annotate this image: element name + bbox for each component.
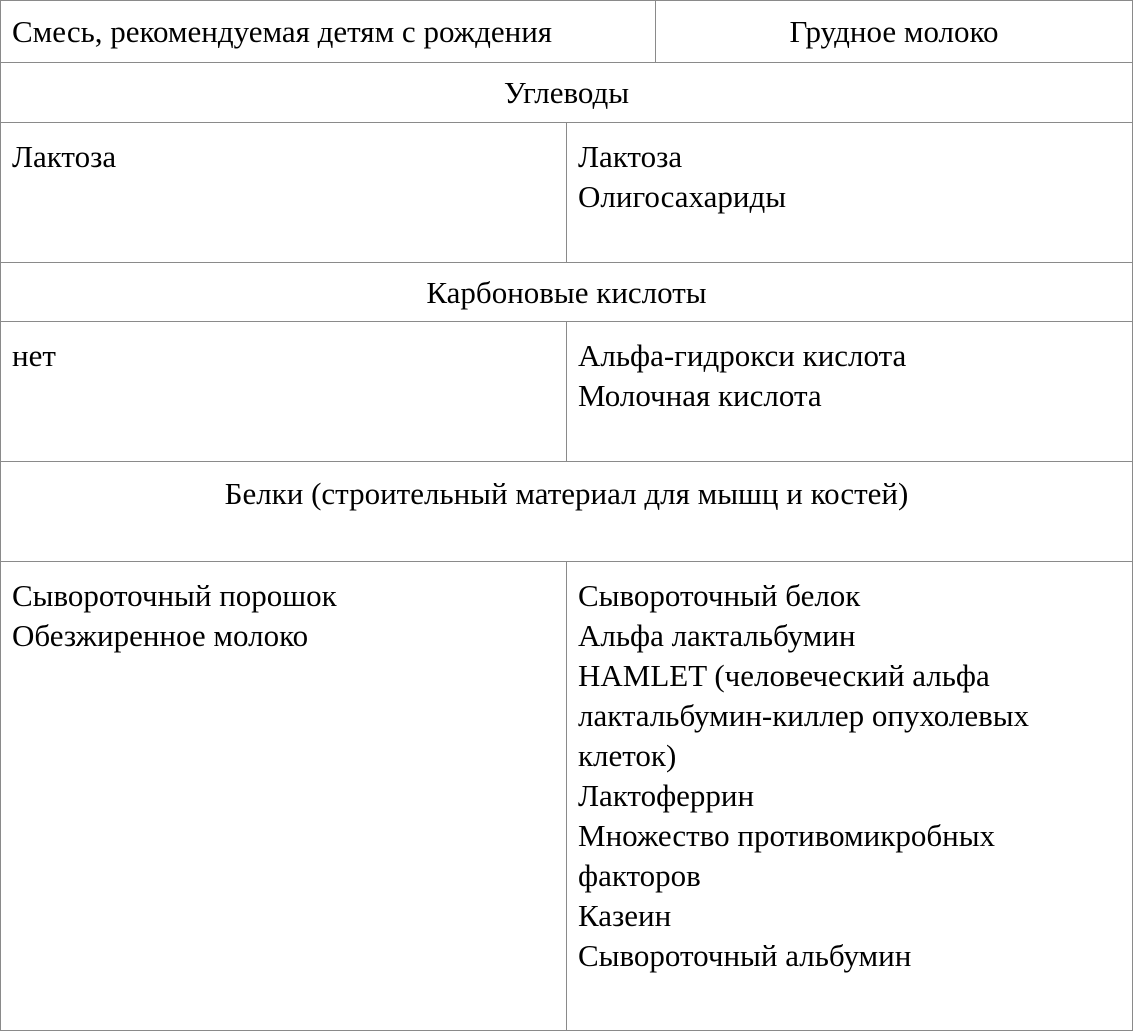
breast-milk-list [578,576,1124,976]
list-item: Альфа лактальбумин [578,618,856,653]
formula-cell-carbohydrates [0,122,567,263]
list-item: Сывороточный порошок [12,578,337,613]
list-item: Множество противомикробных [578,818,996,853]
section-title: Углеводы [503,75,630,110]
section-title-carboxylic-acids [0,262,1133,322]
header-formula-label: Смесь, рекомендуемая детям с рождения [12,14,553,49]
list-item: Молочная кислота [578,378,822,413]
formula-list [12,336,558,376]
list-item: лактальбумин-киллер опухолевых [578,698,1030,733]
list-item: Казеин [578,898,672,933]
formula-list [12,576,558,656]
list-item: нет [12,338,56,373]
breast-milk-cell-carbohydrates [566,122,1133,263]
formula-cell-carboxylic-acids [0,321,567,462]
breast-milk-cell-proteins [566,561,1133,1031]
list-item: Сывороточный альбумин [578,938,912,973]
list-item: Альфа-гидрокси кислота [578,338,907,373]
breast-milk-list [578,336,1124,416]
section-title-proteins [0,461,1133,562]
list-item: HAMLET (человеческий альфа [578,658,990,693]
header-breast-milk-label: Грудное молоко [789,14,999,49]
breast-milk-list [578,137,1124,217]
list-item: Лактоза [578,139,683,174]
header-formula-cell [0,0,656,63]
section-title: Белки (строительный материал для мышц и костей) [224,476,909,511]
list-item: факторов [578,858,701,893]
header-breast-milk-cell [655,0,1133,63]
list-item: Сывороточный белок [578,578,861,613]
section-title-carbohydrates [0,62,1133,123]
list-item: клеток) [578,738,677,773]
list-item: Лактоза [12,139,117,174]
breast-milk-cell-carboxylic-acids [566,321,1133,462]
formula-list [12,137,558,177]
list-item: Лактоферрин [578,778,755,813]
formula-cell-proteins [0,561,567,1031]
list-item: Олигосахариды [578,179,787,214]
section-title: Карбоновые кислоты [426,275,707,310]
list-item: Обезжиренное молоко [12,618,309,653]
